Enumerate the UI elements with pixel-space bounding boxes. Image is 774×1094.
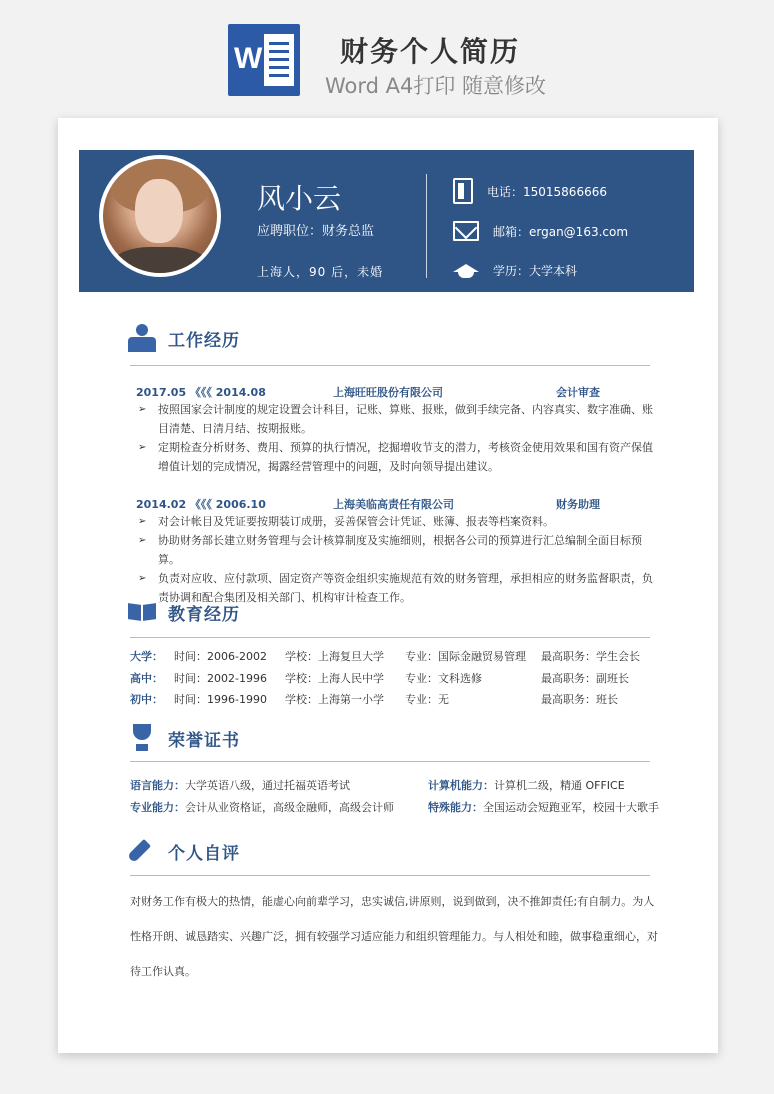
word-logo-letter: W: [234, 42, 263, 75]
phone-icon: [453, 178, 473, 204]
list-item: ➢ 协助财务部长建立财务管理与会计核算制度及实施细则，根据各公司的预算进行汇总编制全面目标预算。: [136, 531, 661, 569]
self-evaluation-text: 对财务工作有极大的热情，能虚心向前辈学习，忠实诚信,讲原则，说到做到，决不推卸责任;有自制力。为人性格开朗、诚恳踏实、兴趣广泛，拥有较强学习适应能力和组织管理能力。与人相处和睦，做事稳重细心，对待工作认真。: [130, 895, 658, 978]
word-icon: [228, 24, 300, 96]
education-row: [453, 260, 577, 280]
edu-school: 学校：上海复旦大学: [285, 650, 384, 663]
edu-level: 大学：: [130, 650, 163, 663]
job-role: 会计审查: [556, 386, 600, 399]
edu-major: 专业：无: [405, 693, 449, 706]
section-divider: [130, 761, 650, 762]
candidate-name: 风小云: [257, 182, 342, 215]
top-banner: [0, 0, 774, 110]
phone-row: [453, 178, 607, 204]
edu-time: 时间：2002-1996: [174, 672, 267, 685]
work-section-header: [128, 324, 240, 352]
avatar: [99, 155, 221, 277]
person-icon: [128, 324, 156, 352]
education-section-header: [128, 598, 240, 626]
header-divider: [426, 174, 427, 278]
edu-level: 高中：: [130, 672, 163, 685]
education-section-title: 教育经历: [168, 604, 240, 625]
banner-subtitle: Word A4打印 随意修改: [325, 74, 547, 98]
edu-time: 时间：2006-2002: [174, 650, 267, 663]
list-item: ➢ 负责对应收、应付款项、固定资产等资金组织实施规范有效的财务管理，承担相应的财务监督职责，负责协调和配合集团及相关部门、机构审计检查工作。: [136, 569, 661, 607]
honor-language: [130, 777, 350, 793]
list-item: ➢ 定期检查分析财务、费用、预算的执行情况，挖掘增收节支的潜力，考核资金使用效果和国有资产保值增值计划的完成情况，揭露经营管理中的问题，及时向领导提出建议。: [136, 438, 661, 476]
graduation-cap-icon: [453, 260, 479, 280]
basic-info: 上海人，90 后，未婚: [257, 265, 384, 279]
honor-computer: [428, 777, 625, 793]
honor-key: 语言能力：: [130, 779, 185, 792]
phone-text: 电话：15015866666: [487, 184, 607, 199]
edu-major: 专业：国际金融贸易管理: [405, 650, 526, 663]
honor-value: 全国运动会短跑亚军，校园十大歌手: [483, 801, 659, 814]
honors-section-title: 荣誉证书: [168, 730, 240, 751]
job-company: 上海旺旺股份有限公司: [333, 386, 443, 399]
self-section-header: [128, 837, 240, 865]
edu-level: 初中：: [130, 693, 163, 706]
honor-special: [428, 799, 659, 815]
edu-school: 学校：上海第一小学: [285, 693, 384, 706]
job-duties: [136, 512, 661, 607]
edu-school: 学校：上海人民中学: [285, 672, 384, 685]
book-icon: [128, 598, 156, 626]
pen-icon: [128, 837, 156, 865]
job-duties: [136, 400, 661, 476]
section-divider: [130, 365, 650, 366]
resume-page: [58, 118, 718, 1053]
email-text: 邮箱：ergan@163.com: [493, 224, 629, 239]
edu-duty: 最高职务：学生会长: [541, 650, 640, 663]
honor-key: 专业能力：: [130, 801, 185, 814]
edu-time: 时间：1996-1990: [174, 693, 267, 706]
edu-major: 专业：文科选修: [405, 672, 482, 685]
banner-title: 财务个人简历: [340, 35, 521, 68]
job-role: 财务助理: [556, 498, 600, 511]
applied-position: 应聘职位：财务总监: [257, 224, 375, 239]
trophy-icon: [128, 724, 156, 752]
job-company: 上海美临高责任有限公司: [333, 498, 454, 511]
education-text: 学历：大学本科: [493, 263, 578, 278]
section-divider: [130, 637, 650, 638]
self-section-title: 个人自评: [168, 843, 240, 864]
honors-section-header: [128, 724, 240, 752]
edu-duty: 最高职务：班长: [541, 693, 618, 706]
list-item: ➢ 按照国家会计制度的规定设置会计科目，记账、算账、报账，做到手续完备、内容真实、数字准确、账目清楚、日清月结、按期报账。: [136, 400, 661, 438]
work-section-title: 工作经历: [168, 330, 240, 351]
honor-key: 计算机能力：: [428, 779, 494, 792]
honor-value: 计算机二级，精通 OFFICE: [494, 779, 625, 792]
resume-header: [79, 150, 694, 292]
job-period: 2017.05 《《《 2014.08: [136, 386, 266, 399]
list-item: ➢ 对会计帐目及凭证要按期装订成册，妥善保管会计凭证、账簿、报表等档案资料。: [136, 512, 661, 531]
email-row: [453, 221, 628, 241]
edu-duty: 最高职务：副班长: [541, 672, 629, 685]
honor-key: 特殊能力：: [428, 801, 483, 814]
job-period: 2014.02 《《《 2006.10: [136, 498, 266, 511]
section-divider: [130, 875, 650, 876]
mail-icon: [453, 221, 479, 241]
honor-value: 大学英语八级，通过托福英语考试: [185, 779, 350, 792]
honor-value: 会计从业资格证，高级金融师，高级会计师: [185, 801, 394, 814]
honor-professional: [130, 799, 394, 815]
